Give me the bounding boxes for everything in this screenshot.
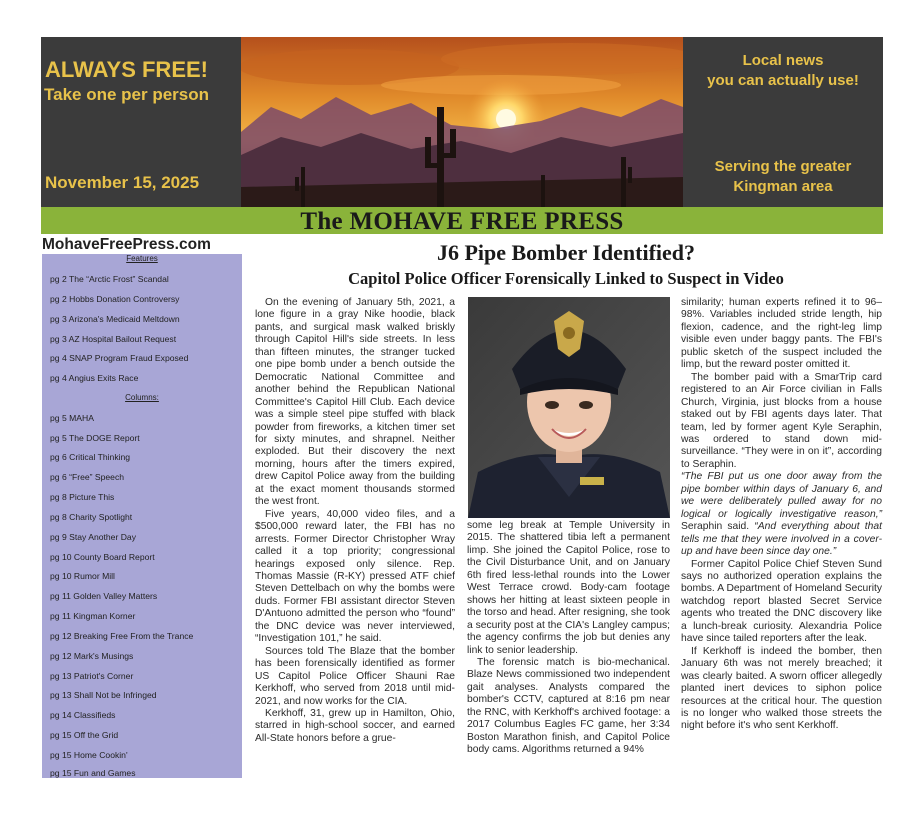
feature-item: pg 3 AZ Hospital Bailout Request [50,334,177,344]
article-paragraph [681,372,882,472]
issue-date: November 15, 2025 [45,173,200,192]
column-item: pg 12 Mark's Musings [50,651,134,661]
feature-item: pg 2 The “Arctic Frost” Scandal [50,274,169,284]
features-heading: Features [126,254,158,263]
tagline-line-2: you can actually use! [707,72,859,89]
article-headline: J6 Pipe Bomber Identified? [436,240,696,265]
article-paragraph: On the evening of January 5th, 2021, a lone figure in a gray Nike hoodie, black pants, and surgical mask walked briskly through Capitol Hill's side streets. In less than fifteen minutes, the stranger tucked one pipe bomb under a bench outside the Democratic National Committee and another behind the Republican National Committee's Capitol Hill Club. Each device was a simple steel pipe stuffed with black powder from fireworks, a kitchen timer set for sixty minutes, and shrapnel. Neither exploded. But their discovery the next morning, hours after the timers expired, drew Capitol Police away from the building at the exact moment thousands stormed the west front. [255,297,455,508]
column-item: pg 9 Stay Another Day [50,532,136,542]
column-item: pg 5 The DOGE Report [50,433,140,443]
tagline-serving [683,157,883,197]
feature-item: pg 3 Arizona's Medicaid Meltdown [50,314,180,324]
masthead-right-panel [683,37,883,207]
article-paragraph: Five years, 40,000 video files, and a $500,000 reward later, the FBI has no arrests. Former Director Christopher Wray called it a top priority; congressional hearings exposed only silence. Rep. Thomas Massie (R-KY) pressed ATF chief Steven Dettelbach on why the bombs were duds. Former FBI assistant director Steven D'Antuono admitted the person who “found” the DNC device was never interviewed, “Investigation 101,” he said. [255,508,455,645]
article-quote-paragraph [681,471,882,558]
column-item: pg 15 Fun and Games [50,768,136,778]
officer-portrait-illustration [468,297,670,518]
officer-portrait-photo [468,297,670,518]
tagline-line-4: Kingman area [733,178,833,195]
columns-heading: Columns: [125,393,159,402]
desert-sunset-illustration [241,37,683,207]
article-column-1 [255,297,455,745]
article-paragraph: Former Capitol Police Chief Steven Sund says no authorized operation explains the bombs. A Department of Homeland Security watchdog report blasted Secret Service agents who treated the DNC discovery like a lunch-break curiosity. Alexandria Police have since tailed reporters after the leak. [681,558,882,645]
always-free-banner: ALWAYS FREE! [45,57,208,82]
column-item: pg 10 Rumor Mill [50,571,115,581]
article-paragraph: similarity; human experts refined it to 96–98%. Variables included stride length, hip flexion, cadence, and the right-leg limp visible even under baggy pants. The FBI's public sketch of the suspect included the limp, but the reward poster omitted it. [681,297,882,371]
column-item: pg 13 Shall Not be Infringed [50,690,157,700]
article-paragraph: The forensic match is bio-mechanical. Blaze News commissioned two independent gait analyses. Analysts compared the bomber's CCTV, captured at 8:16 pm near the RNC, with Kerkhoff's archived footage: a 2017 Columbus Eagles FC game, her 3:34 Boston Marathon finish, and Capitol Police body cams. Algorithms returned a 94% [467,656,670,756]
seraphin-quote-1: “The FBI put us one door away from the pipe bomber within days of January 6, and we were deliberately pulled away for no logical or logically investigative reason,” [681,471,882,520]
feature-item: pg 4 SNAP Program Fraud Exposed [50,353,189,363]
contents-sidebar [42,254,242,778]
column-item: pg 15 Off the Grid [50,730,119,740]
paper-name: The MOHAVE FREE PRESS [300,208,624,235]
article-paragraph: some leg break at Temple University in 2015. The shattered tibia left a permanent limp. She joined the Capitol Police, rose to the Civil Disturbance Unit, and on January 6th fired less-lethal rounds into the Lower West Terrace crowd. Body-cam footage shows her hitting at least sixteen people in the torso and head. After resigning, she took a security post at the CIA's Langley campus; the agency confirms the job but denies any link to senior leadership. [467,520,670,656]
tagline-local-news [683,51,883,91]
article-paragraph: If Kerkhoff is indeed the bomber, then January 6th was not merely breached; it was clearly baited. A sworn officer allegedly planted inert devices to siphon police resources at the critical hour. The question is no longer who walked those streets the night before it's who sent Kerkhoff. [681,645,882,732]
column-item: pg 6 “Free” Speech [50,472,125,482]
column-item: pg 8 Picture This [50,492,115,502]
masthead [41,37,883,207]
column-item: pg 15 Home Cookin' [50,750,128,760]
paragraph-text: The bomber paid with a SmarTrip card registered to an Air Force civilian in Falls Church, Virginia, just blocks from a house staked out by FBI agents days later. That team, led by former agent Kyle Seraphin, was ordered to stand down mid-surveillance. “They were in on it”, according to Seraphin. [681,371,882,470]
take-one-notice: Take one per person [44,85,210,104]
seraphin-quote-2: “And everything about that tells me that they were involved in a cover-up and have been since day one.” [681,521,882,558]
tagline-line-3: Serving the greater [714,158,852,175]
article-paragraph: Kerkhoff, 31, grew up in Hamilton, Ohio, starred in high-school soccer, and earned All-State honors before a grue- [255,707,455,744]
article-column-2 [467,520,670,757]
column-item: pg 12 Breaking Free From the Trance [50,631,194,641]
feature-item: pg 4 Angius Exits Race [50,373,139,383]
feature-item: pg 2 Hobbs Donation Controversy [50,294,180,304]
masthead-left-panel [41,37,241,207]
nameplate-bar [41,207,883,234]
attribution-text: Seraphin said. [681,521,755,533]
column-item: pg 11 Kingman Korner [50,611,136,621]
column-item: pg 13 Patriot's Corner [50,671,134,681]
column-item: pg 10 County Board Report [50,552,155,562]
desert-sunset-photo [241,37,683,207]
article-paragraph: Sources told The Blaze that the bomber has been forensically identified as former US Capitol Police Officer Shauni Rae Kerkhoff, who served from 2018 until mid-2021, and now works for the CIA. [255,645,455,707]
column-item: pg 5 MAHA [50,413,94,423]
column-item: pg 11 Golden Valley Matters [50,591,158,601]
website-link[interactable]: MohaveFreePress.com [42,236,211,253]
article-column-3 [681,297,882,733]
column-item: pg 14 Classifieds [50,710,116,720]
column-item: pg 8 Charity Spotlight [50,512,133,522]
tagline-line-1: Local news [742,52,824,69]
article-subhead: Capitol Police Officer Forensically Linked to Suspect in Video [348,269,784,288]
column-item: pg 6 Critical Thinking [50,452,131,462]
